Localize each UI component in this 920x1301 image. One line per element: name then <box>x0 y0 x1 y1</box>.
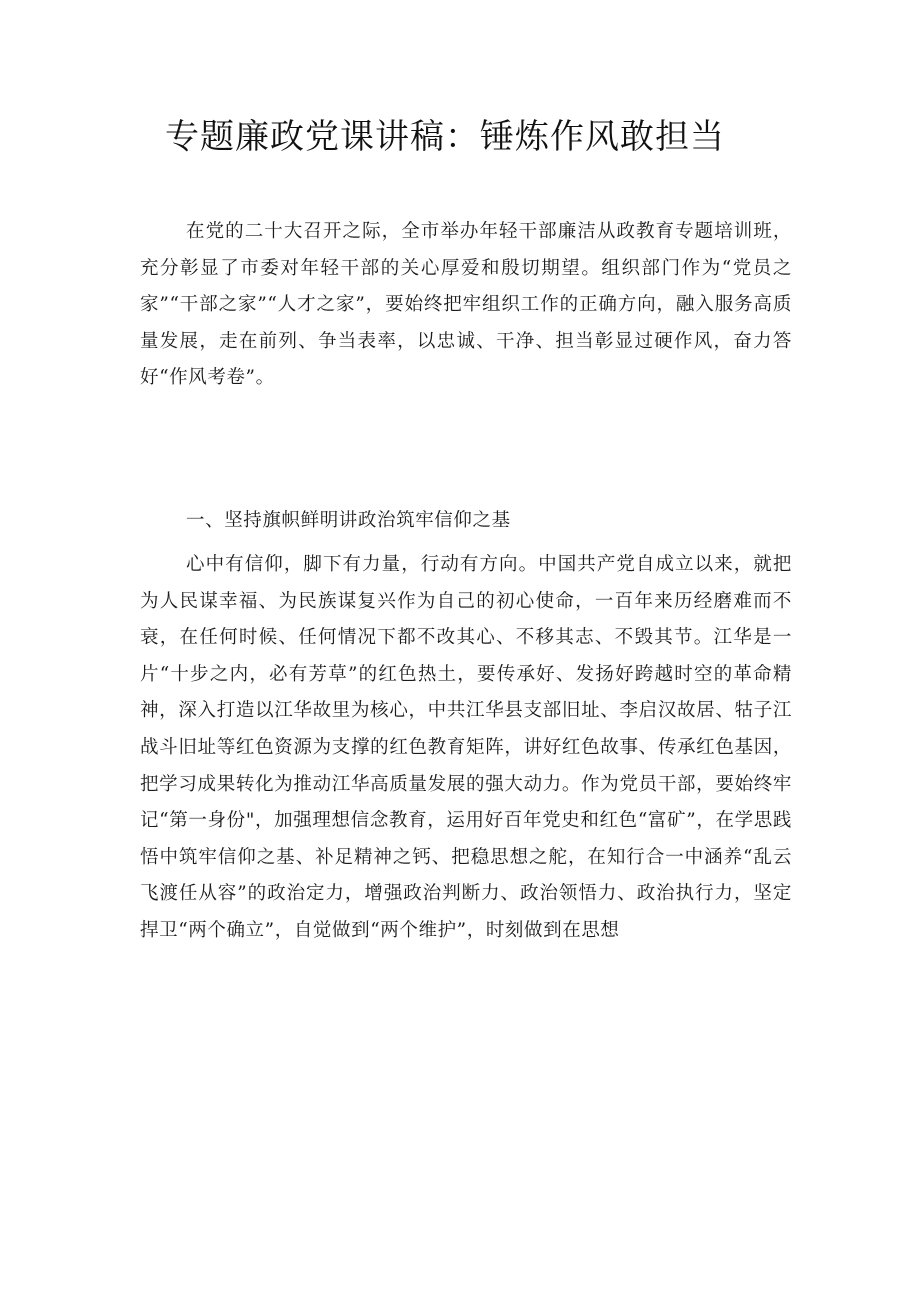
intro-paragraph: 在党的二十大召开之际，全市举办年轻干部廉洁从政教育专题培训班，充分彰显了市委对年轻干部的关心厚爱和殷切期望。组织部门作为“党员之家”“干部之家”“人才之家”，要始终把牢组织工作的正确方向，融入服务高质量发展，走在前列、争当表率，以忠诚、干净、担当彰显过硬作风，奋力答好“作风考卷”。 <box>140 221 792 389</box>
document-title: 专题廉政党课讲稿：锤炼作风敢担当 <box>165 117 725 157</box>
section-body-paragraph: 心中有信仰，脚下有力量，行动有方向。中国共产党自成立以来，就把为人民谋幸福、为民族谋复兴作为自己的初心使命，一百年来历经磨难而不衰，在任何时候、任何情况下都不改其心、不移其志、不毁其节。江华是一片“十步之内，必有芳草”的红色热土，要传承好、发扬好跨越时空的革命精神，深入打造以江华故里为核心，中共江华县支部旧址、李启汉故居、牯子江战斗旧址等红色资源为支撑的红色教育矩阵，讲好红色故事、传承红色基因，把学习成果转化为推动江华高质量发展的强大动力。作为党员干部，要始终牢记“第一身份"，加强理想信念教育，运用好百年党史和红色“富矿”，在学思践悟中筑牢信仰之基、补足精神之钙、把稳思想之舵，在知行合一中涵养“乱云飞渡任从容”的政治定力，增强政治判断力、政治领悟力、政治执行力，坚定捍卫“两个确立”，自觉做到“两个维护”，时刻做到在思想 <box>140 554 792 941</box>
section-heading: 一、坚持旗帜鲜明讲政治筑牢信仰之基 <box>186 510 511 531</box>
